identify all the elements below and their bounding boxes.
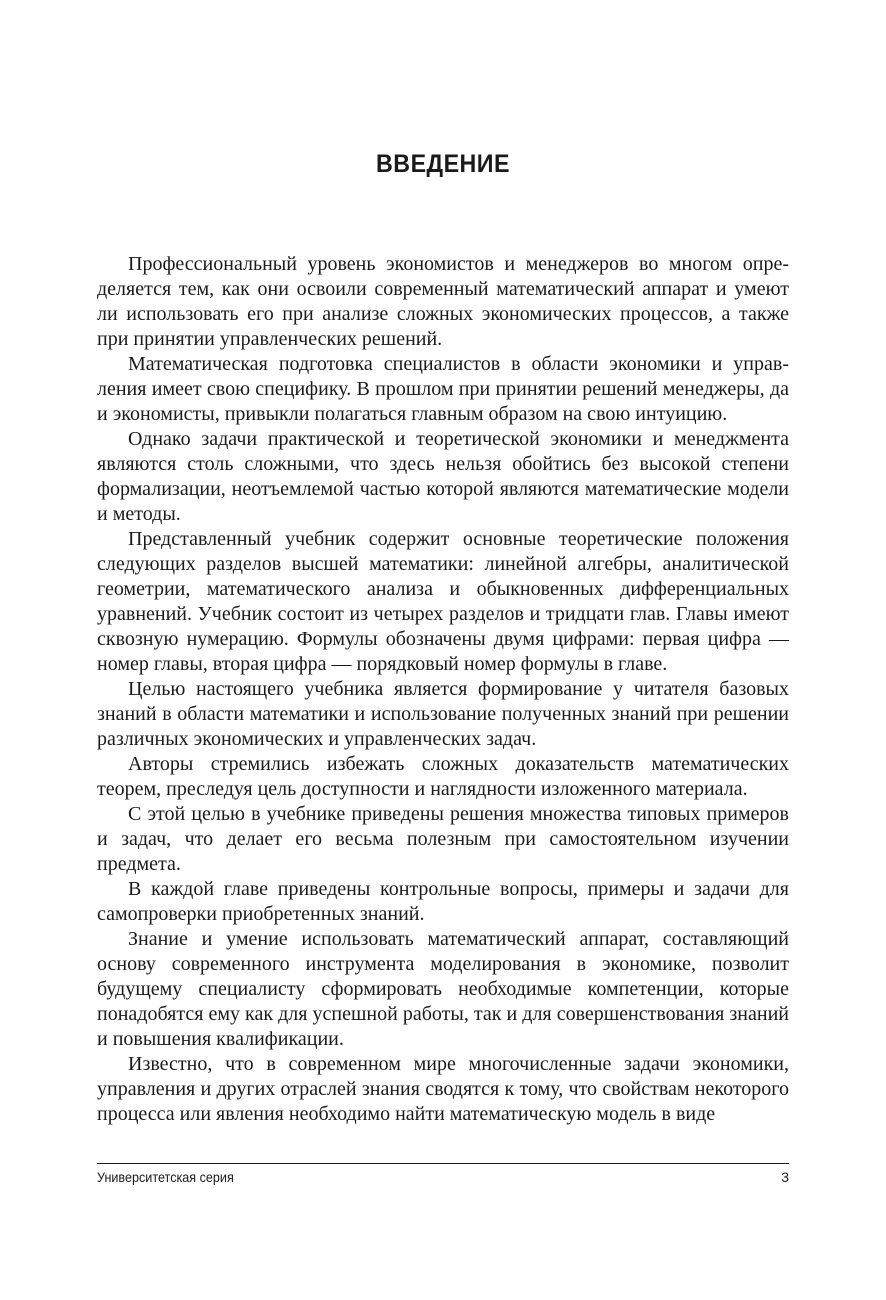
- paragraph-5: Целью настоящего учебника является формирование у читателя базовых знаний в области математики и использование полученных знаний при решении различных экономических и управленческих задач.: [97, 678, 789, 750]
- footer-series-label: Университетская серия: [97, 1169, 234, 1185]
- paragraph-2: Математическая подготовка специалистов в области экономики и управления имеет свою специфику. В прошлом при принятии решений менеджеры, да и экономисты, привыкли полагаться главным образом на свою интуицию.: [97, 353, 789, 425]
- body-text: [97, 252, 789, 1127]
- paragraph-1: Профессиональный уровень экономистов и менеджеров во многом определяется тем, как они освоили современный математический аппарат и умеют ли использовать его при анализе сложных экономических процессов, а также при принятии управленческих решений.: [97, 253, 789, 350]
- paragraph-6: Авторы стремились избежать сложных доказательств математических теорем, преследуя цель доступности и наглядности изложенного материала.: [97, 753, 789, 800]
- footer-divider: [97, 1163, 789, 1164]
- paragraph-3: Однако задачи практической и теоретической экономики и менеджмента являются столь сложными, что здесь нельзя обойтись без высокой степени формализации, неотъемлемой частью которой являются математические модели и методы.: [97, 428, 789, 525]
- page-number: 3: [781, 1169, 789, 1185]
- paragraph-4: Представленный учебник содержит основные теоретические положения следующих разделов высшей математики: линейной алгебры, аналитической геометрии, математического анализа и обыкновенных дифференциальных уравнений. Учебник состоит из четырех разделов и тридцати глав. Главы имеют сквозную нумерацию. Формулы обозначены двумя цифрами: первая цифра — номер главы, вторая цифра — порядковый номер формулы в главе.: [97, 528, 789, 675]
- paragraph-9: Знание и умение использовать математический аппарат, составляющий основу современного инструмента моделирования в экономике, позволит будущему специалисту сформировать необходимые компетенции, которые понадобятся ему как для успешной работы, так и для совершенствования знаний и повышения квалификации.: [97, 928, 789, 1050]
- paragraph-8: В каждой главе приведены контрольные вопросы, примеры и задачи для самопроверки приобретенных знаний.: [97, 878, 789, 925]
- paragraph-10: Известно, что в современном мире многочисленные задачи экономики, управления и других отраслей знания сводятся к тому, что свойствам некоторого процесса или явления необходимо найти математическую модель в виде: [97, 1053, 789, 1125]
- paragraph-7: С этой целью в учебнике приведены решения множества типовых примеров и задач, что делает его весьма полезным при самостоятельном изучении предмета.: [97, 803, 789, 875]
- page-title: ВВЕДЕНИЕ: [376, 150, 510, 178]
